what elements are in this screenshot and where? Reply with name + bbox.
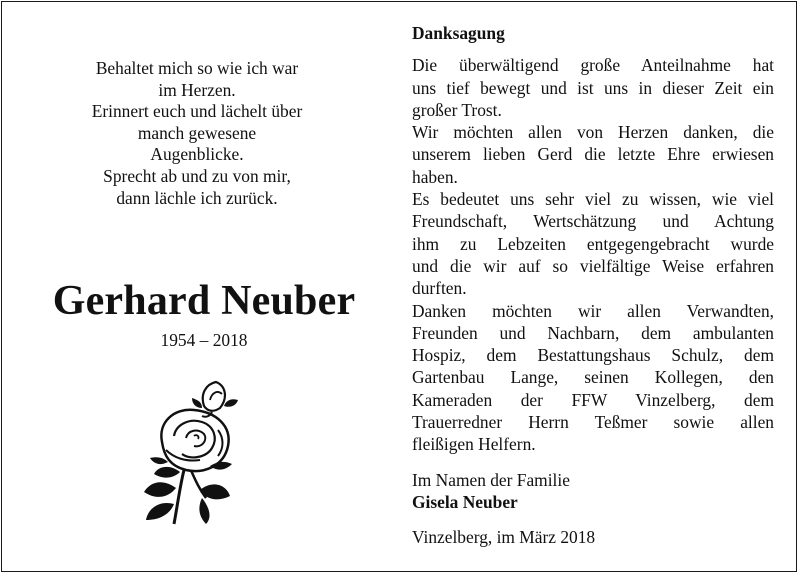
- thanks-line: und die wir auf so vielfältige Weise erfahren: [412, 255, 774, 276]
- spacer: [412, 513, 774, 526]
- spacer: [412, 456, 774, 469]
- signer-name: Gisela Neuber: [412, 491, 518, 512]
- thanks-line: Freundschaft, Wertschätzung und Achtung: [412, 211, 774, 232]
- poem: [24, 58, 370, 209]
- thanks-line: Trauerredner Herrn Teßmer sowie allen: [412, 412, 774, 433]
- thanks-line: durften.: [412, 278, 467, 299]
- thanks-line: Gartenbau Lange, seinen Kollegen, den: [412, 367, 774, 388]
- thanks-line: fleißigen Helfern.: [412, 434, 536, 455]
- poem-line: Sprecht ab und zu von mir,: [103, 165, 291, 186]
- obituary-card: [1, 1, 797, 572]
- thanks-line: unserem lieben Gerd die letzte Ehre erwiesen: [412, 144, 774, 165]
- poem-line: Erinnert euch und lächelt über: [91, 101, 303, 122]
- thanks-body: [412, 54, 774, 455]
- poem-line: manch gewesene: [137, 122, 257, 143]
- deceased-name: Gerhard Neuber: [52, 278, 356, 324]
- thanks-line: Die überwältigend große Anteilnahme hat: [412, 55, 774, 76]
- thanks-heading: Danksagung: [412, 23, 505, 43]
- thanks-section: [412, 22, 774, 549]
- poem-line: im Herzen.: [158, 79, 236, 100]
- thanks-line: uns tief bewegt und ist uns in dieser Zeit ein: [412, 77, 774, 98]
- thanks-line: haben.: [412, 166, 458, 187]
- thanks-line: ihm zu Lebzeiten entgegengebracht wurde: [412, 233, 774, 254]
- thanks-line: Kameraden der FFW Vinzelberg, dem: [412, 389, 774, 410]
- family-line: Im Namen der Familie: [412, 469, 570, 490]
- place-date: Vinzelberg, im März 2018: [412, 527, 596, 548]
- poem-line: Augenblicke.: [150, 144, 244, 165]
- thanks-line: Es bedeutet uns sehr viel zu wissen, wie viel: [412, 189, 774, 210]
- thanks-line: Wir möchten allen von Herzen danken, die: [412, 122, 774, 143]
- thanks-line: Freunden und Nachbarn, dem ambulanten: [412, 322, 774, 343]
- rose-icon: [140, 378, 248, 526]
- thanks-line: großer Trost.: [412, 99, 502, 120]
- thanks-line: Hospiz, dem Bestattungshaus Schulz, dem: [412, 345, 774, 366]
- poem-line: dann lächle ich zurück.: [116, 187, 278, 208]
- life-dates: 1954 – 2018: [160, 330, 248, 350]
- thanks-line: Danken möchten wir allen Verwandten,: [412, 300, 774, 321]
- poem-line: Behaltet mich so wie ich war: [95, 58, 299, 78]
